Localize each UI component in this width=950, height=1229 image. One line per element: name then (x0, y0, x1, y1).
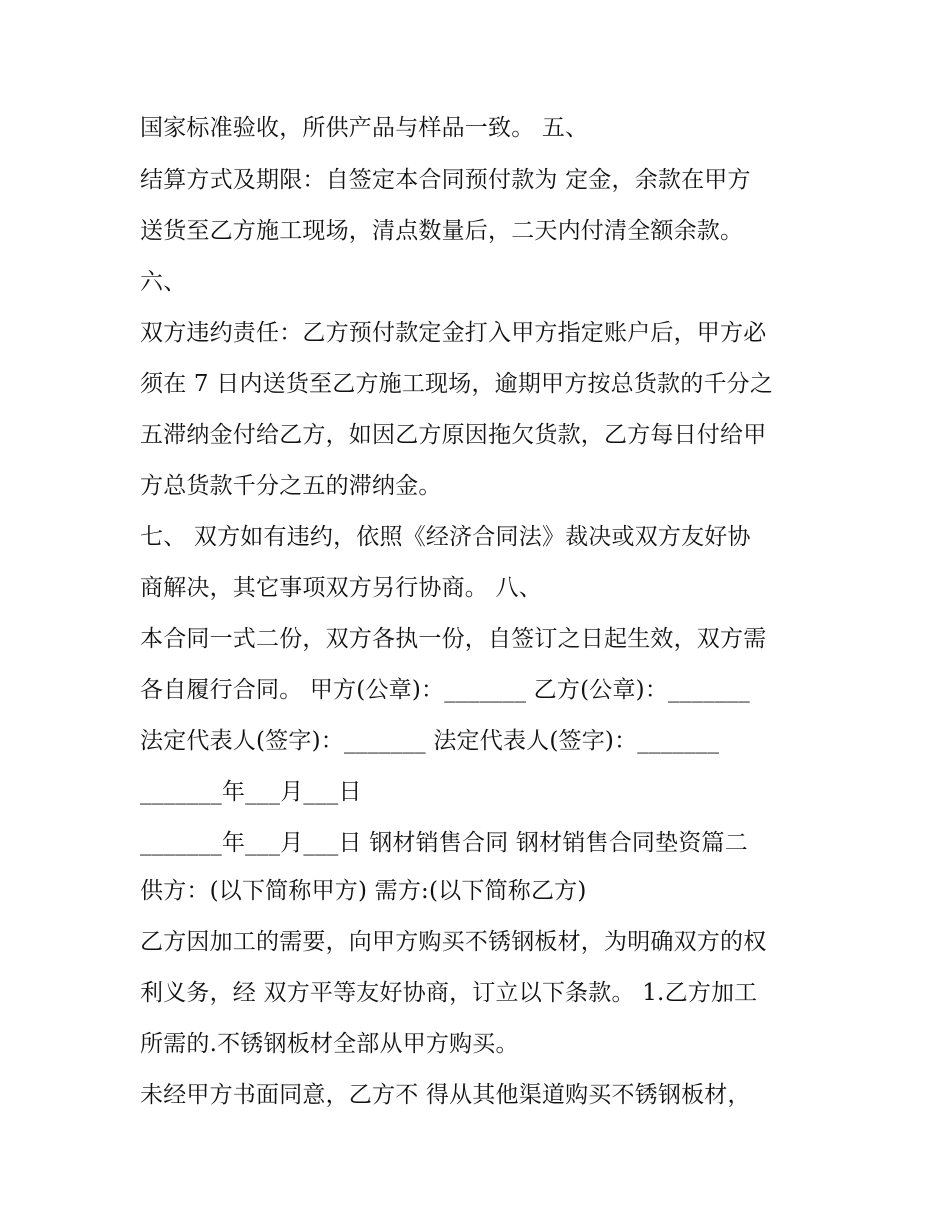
text-line: 七、 双方如有违约，依照《经济合同法》裁决或双方友好协 (140, 524, 751, 550)
text-line: 法定代表人(签字)：_______ 法定代表人(签字)：_______ (140, 728, 720, 754)
text-line: 利义务，经 双方平等友好协商，订立以下条款。 1.乙方加工 (140, 980, 758, 1006)
text-line: 未经甲方书面同意，乙方不 得从其他渠道购买不锈钢板材， (140, 1082, 751, 1108)
text-line: 供方：(以下简称甲方) 需方:(以下简称乙方) (140, 878, 587, 904)
text-line: _______年___月___日 (140, 779, 362, 805)
text-line: 所需的.不锈钢板材全部从甲方购买。 (140, 1031, 519, 1057)
text-line: 送货至乙方施工现场，清点数量后，二天内付清全额余款。 (140, 218, 744, 244)
text-line: 本合同一式二份，双方各执一份，自签订之日起生效，双方需 (140, 626, 767, 652)
text-line: 双方违约责任：乙方预付款定金打入甲方指定账户后，甲方必 (140, 320, 767, 346)
text-line: 各自履行合同。 甲方(公章)：_______ 乙方(公章)：_______ (140, 677, 750, 703)
text-line: 国家标准验收，所供产品与样品一致。 五、 (140, 115, 589, 141)
text-line: 乙方因加工的需要，向甲方购买不锈钢板材，为明确双方的权 (140, 929, 767, 955)
text-line: 结算方式及期限：自签定本合同预付款为 定金，余款在甲方 (140, 167, 751, 193)
text-line: 方总货款千分之五的滞纳金。 (140, 473, 442, 499)
text-line: 五滞纳金付给乙方，如因乙方原因拖欠货款，乙方每日付给甲 (140, 422, 767, 448)
text-line: 商解决，其它事项双方另行协商。 八、 (140, 575, 542, 601)
text-line: 六、 (140, 269, 187, 295)
text-line: 须在 7 日内送货至乙方施工现场，逾期甲方按总货款的千分之 (140, 371, 774, 397)
text-line: _______年___月___日 钢材销售合同 钢材销售合同垫资篇二 (140, 830, 748, 856)
